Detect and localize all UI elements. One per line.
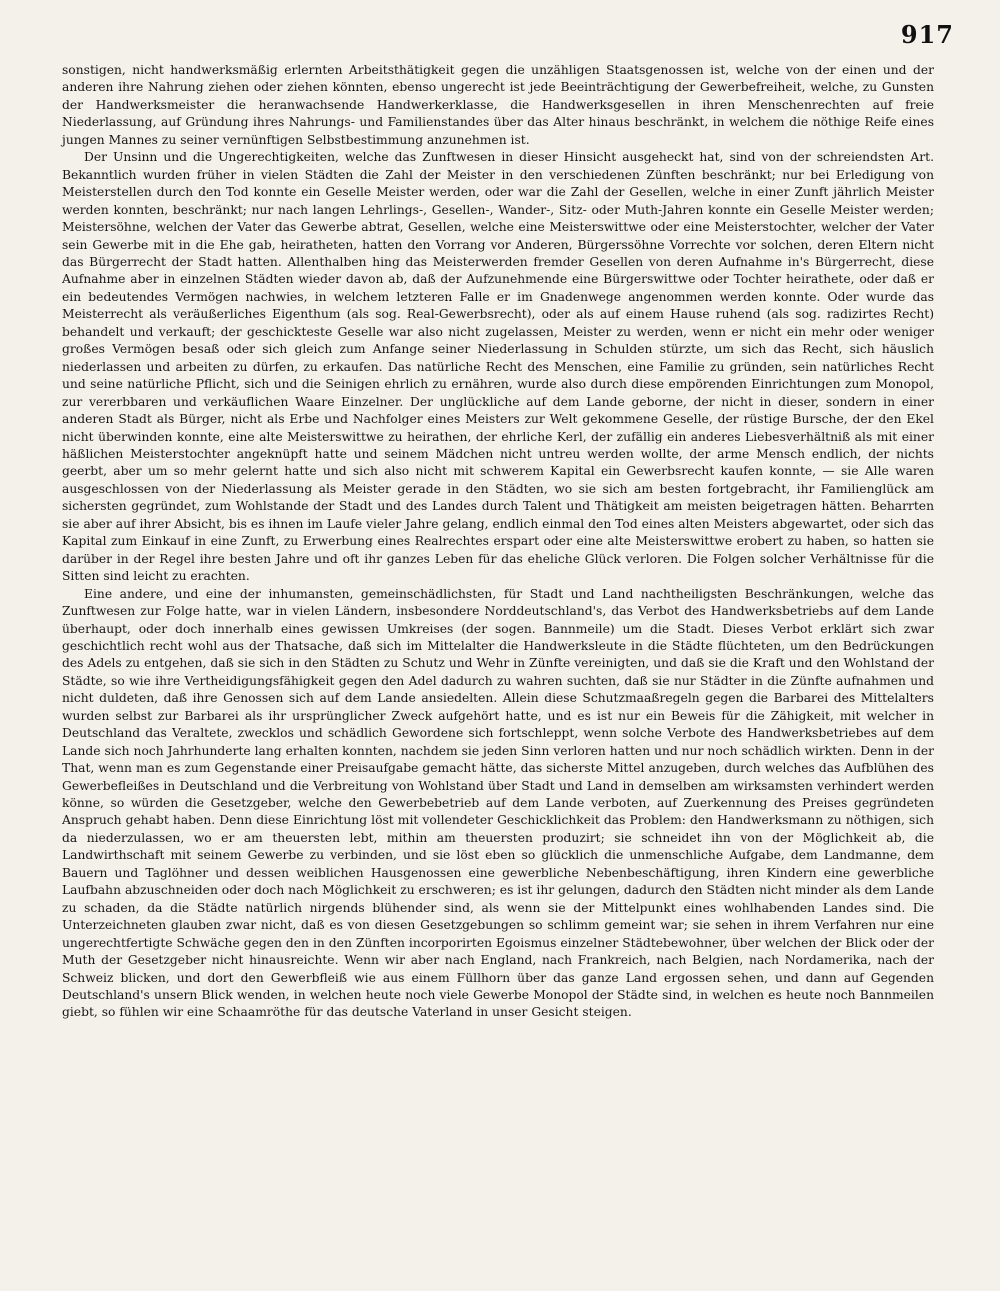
paragraph: Der Unsinn und die Ungerechtigkeiten, welche das Zunftwesen in dieser Hinsicht ausgeheckt hat, sind von der schreiendsten Art. Bekanntlich wurden früher in vielen Städten die Zahl der Meister in den verschiedenen Zünften beschränkt; nur bei Erledigung von Meisterstellen durch den Tod konnte ein Geselle Meister werden, oder war die Zahl der Gesellen, welche in einer Zunft jährlich Meister werden konnten, beschränkt; nur nach langen Lehrlings-, Gesellen-, Wander-, Sitz- oder Muth-Jahren konnte ein Geselle Meister werden; Meistersöhne, welchen der Vater das Gewerbe abtrat, Gesellen, welche eine Meisterswittwe oder eine Meisterstochter, welcher der Vater sein Gewerbe mit in die Ehe gab, heiratheten, hatten den Vorrang vor Anderen, Bürgerssöhne Vorrechte vor solchen, deren Eltern nicht das Bürgerrecht der Stadt hatten. Allenthalben hing das Meisterwerden fremder Gesellen von deren Aufnahme in's Bürgerrecht, diese Aufnahme aber in einzelnen Städten wieder davon ab, daß der Aufzunehmende eine Bürgerswittwe oder Tochter heirathete, oder daß er ein bedeutendes Vermögen nachwies, in welchem letzteren Falle er im Gnadenwege angenommen werden konnte. Oder wurde das Meisterrecht als veräußerliches Eigenthum (als sog. Real-Gewerbsrecht), oder als auf einem Hause ruhend (als sog. radizirtes Recht) behandelt und verkauft; der geschickteste Geselle war also nicht zugelassen, Meister zu werden, wenn er nicht ein mehr oder weniger großes Vermögen besaß oder sich gleich zum Anfange seiner Niederlassung in Schulden stürzte, um sich das Recht, sich häuslich niederlassen und arbeiten zu dürfen, zu erkaufen. Das natürliche Recht des Menschen, eine Familie zu gründen, sein natürliches Recht und seine natürliche Pflicht, sich und die Seinigen ehrlich zu ernähren, wurde also durch diese empörenden Einrichtungen zum Monopol, zur vererbbaren und verkäuflichen Waare Einzelner. Der unglückliche auf dem Lande geborne, der nicht in dieser, sondern in einer anderen Stadt als Bürger, nicht als Erbe und Nachfolger eines Meisters zur Welt gekommene Geselle, der rüstige Bursche, der den Ekel nicht überwinden konnte, eine alte Meisterswittwe zu heirathen, der ehrliche Kerl, der zufällig ein anderes Liebesverhältniß als mit einer häßlichen Meisterstochter angeknüpft hatte und seinem Mädchen nicht untreu werden wollte, der arme Mensch endlich, der nichts geerbt, aber um so mehr gelernt hatte und sich also nicht mit schwerem Kapital ein Gewerbsrecht kaufen konnte, — sie Alle waren ausgeschlossen von der Niederlassung als Meister gerade in den Städten, wo sie sich am besten fortgebracht, ihr Familienglück am sichersten gegründet, zum Wohlstande der Stadt und des Landes durch Talent und Thätigkeit am meisten beigetragen hätten. Beharrten sie aber auf ihrer Absicht, bis es ihnen im Laufe vieler Jahre gelang, endlich einmal den Tod eines alten Meisters abgewartet, oder sich das Kapital zum Einkauf in eine Zunft, zu Erwerbung eines Realrechtes erspart oder eine alte Meisterswittwe erobert zu haben, so hatten sie darüber in der Regel ihre besten Jahre und oft ihr ganzes Leben für das eheliche Glück verloren. Die Folgen solcher Verhältnisse für die Sitten sind leicht zu erachten. xyxy=(62,150,934,584)
page-number: 917 xyxy=(900,20,954,49)
body-text xyxy=(62,62,934,1022)
paragraph: Eine andere, und eine der inhumansten, gemeinschädlichsten, für Stadt und Land nachtheiligsten Beschränkungen, welche das Zunftwesen zur Folge hatte, war in vielen Ländern, insbesondere Norddeutschland's, das Verbot des Handwerksbetriebs auf dem Lande überhaupt, oder doch innerhalb eines gewissen Umkreises (der sogen. Bannmeile) um die Stadt. Dieses Verbot erklärt sich zwar geschichtlich recht wohl aus der Thatsache, daß sich im Mittelalter die Handwerksleute in die Städte flüchteten, um den Bedrückungen des Adels zu entgehen, daß sie sich in den Städten zu Schutz und Wehr in Zünfte vereinigten, und daß sie die Kraft und den Wohlstand der Städte, so wie ihre Vertheidigungsfähigkeit gegen den Adel dadurch zu wahren suchten, daß sie nur Städter in die Zünfte aufnahmen und nicht duldeten, daß ihre Genossen sich auf dem Lande ansiedelten. Allein diese Schutzmaaßregeln gegen die Barbarei des Mittelalters wurden selbst zur Barbarei als ihr ursprünglicher Zweck aufgehört hatte, und es ist nur ein Beweis für die Zähigkeit, mit welcher in Deutschland das Veraltete, zwecklos und schädlich Gewordene sich fortschleppt, wenn solche Verbote des Handwerksbetriebes auf dem Lande sich noch Jahrhunderte lang erhalten konnten, nachdem sie jeden Sinn verloren hatten und nur noch schädlich wirkten. Denn in der That, wenn man es zum Gegenstande einer Preisaufgabe gemacht hätte, das sicherste Mittel anzugeben, durch welches das Aufblühen des Gewerbefleißes in Deutschland und die Verbreitung von Wohlstand über Stadt und Land in demselben am wirksamsten verhindert werden könne, so würden die Gesetzgeber, welche den Gewerbebetrieb auf dem Lande verboten, auf Zuerkennung des Preises gegründeten Anspruch gehabt haben. Denn diese Einrichtung löst mit vollendeter Geschicklichkeit das Problem: den Handwerksmann zu nöthigen, sich da niederzulassen, wo er am theuersten lebt, mithin am theuersten produzirt; sie schneidet ihn von der Möglichkeit ab, die Landwirthschaft mit seinem Gewerbe zu verbinden, und sie löst eben so glücklich die unmenschliche Aufgabe, dem Landmanne, dem Bauern und Taglöhner und dessen weiblichen Hausgenossen eine gewerbliche Nebenbeschäftigung, ihren Kindern eine gewerbliche Laufbahn abzuschneiden oder doch nach Möglichkeit zu erschweren; es ist ihr gelungen, dadurch den Städten nicht minder als dem Lande zu schaden, da die Städte natürlich nirgends blühender sind, als wenn sie der Mittelpunkt eines wohlhabenden Landes sind. Die Unterzeichneten glauben zwar nicht, daß es von diesen Gesetzgebungen so schlimm gemeint war; sie sehen in ihrem Verfahren nur eine ungerechtfertigte Schwäche gegen den in den Zünften incorporirten Egoismus einzelner Städtebewohner, über welchen der Blick oder der Muth der Gesetzgeber nicht hinausreichte. Wenn wir aber nach England, nach Frankreich, nach Belgien, nach Nordamerika, nach der Schweiz blicken, und dort den Gewerbfleiß wie aus einem Füllhorn über das ganze Land ergossen sehen, und dann auf Gegenden Deutschland's unsern Blick wenden, in welchen heute noch viele Gewerbe Monopol der Städte sind, in welchen es heute noch Bannmeilen giebt, so fühlen wir eine Schaamröthe für das deutsche Vaterland in unser Gesicht steigen. xyxy=(62,586,934,1020)
paragraph: sonstigen, nicht handwerksmäßig erlernten Arbeitsthätigkeit gegen die unzähligen Staatsgenossen ist, welche von der einen und der anderen ihre Nahrung ziehen oder ziehen könnten, ebenso ungerecht ist jede Beeinträchtigung der Gewerbefreiheit, welche, zu Gunsten der Handwerksmeister die heranwachsende Handwerkerklasse, die Handwerksgesellen in ihren Menschenrechten auf freie Niederlassung, auf Gründung ihres Nahrungs- und Familienstandes über das Alter hinaus beschränkt, in welchem die nöthige Reife eines jungen Mannes zu seiner vernünftigen Selbstbestimmung anzunehmen ist. xyxy=(62,63,934,147)
